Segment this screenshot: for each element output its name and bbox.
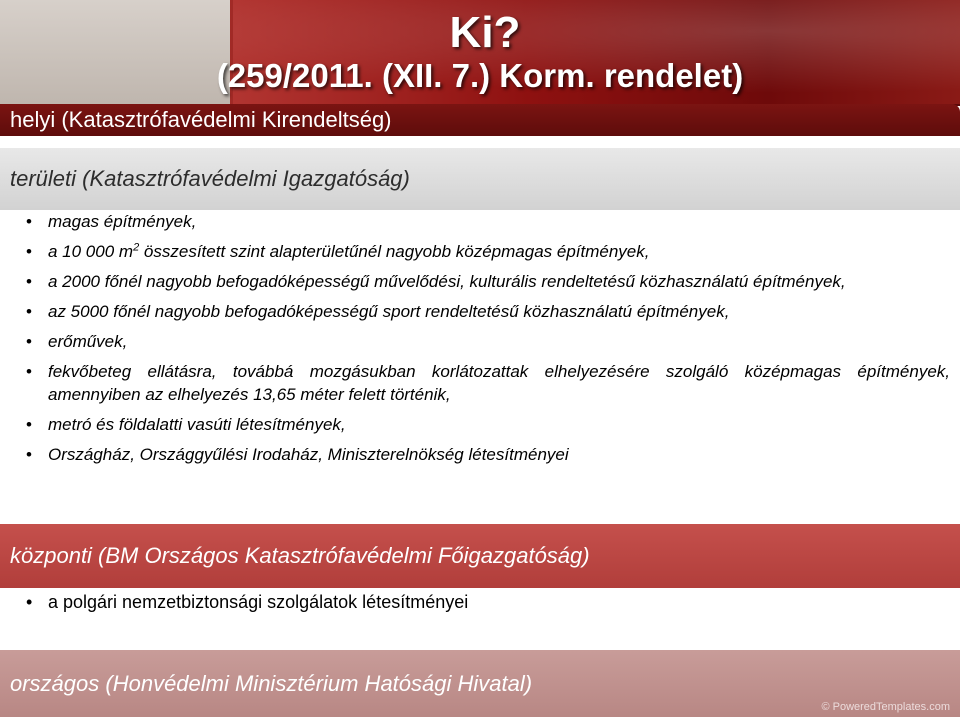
watermark: © PoweredTemplates.com bbox=[821, 701, 950, 713]
section-label-helyi: helyi (Katasztrófavédelmi Kirendeltség) bbox=[10, 107, 392, 132]
section-label-kozponti: központi (BM Országos Katasztrófavédelmi Főigazgatóság) bbox=[10, 543, 590, 568]
section-header-helyi bbox=[0, 104, 960, 136]
slide-subtitle: (259/2011. (XII. 7.) Korm. rendelet) bbox=[216, 57, 744, 94]
teruleti-item-list bbox=[24, 210, 950, 473]
section-header-kozponti bbox=[0, 524, 960, 588]
superscript: 2 bbox=[133, 241, 140, 254]
section-label-orszagos: országos (Honvédelmi Minisztérium Hatósági Hivatal) bbox=[10, 670, 533, 696]
kozponti-item-list bbox=[24, 591, 950, 621]
list-item: • a polgári nemzetbiztonsági szolgálatok létesítményei bbox=[24, 591, 950, 614]
section-header-teruleti bbox=[0, 148, 960, 210]
list-item-text: összesített szint alapterületűnél nagyobb középmagas építmények, bbox=[139, 242, 650, 261]
list-item-text: a 10 000 m bbox=[48, 242, 134, 261]
list-item: • erőművek, bbox=[24, 330, 950, 353]
list-item: • fekvőbeteg ellátásra, továbbá mozgásukban korlátozattak elhelyezésére szolgáló középmagas építmények, amennyiben az elhelyezés 13,65 méter felett történik, bbox=[24, 360, 950, 406]
list-item: • metró és földalatti vasúti létesítmények, bbox=[24, 413, 950, 436]
section-label-teruleti: területi (Katasztrófavédelmi Igazgatóság) bbox=[10, 166, 410, 191]
list-item: • Országház, Országgyűlési Irodaház, Miniszterelnökség létesítményei bbox=[24, 443, 950, 466]
title-banner bbox=[0, 0, 960, 106]
section-header-orszagos bbox=[0, 650, 960, 717]
list-item: • a 2000 főnél nagyobb befogadóképességű művelődési, kulturális rendeltetésű közhasználatú építmények, bbox=[24, 270, 950, 293]
list-item: • magas építmények, bbox=[24, 210, 950, 233]
list-item: • az 5000 főnél nagyobb befogadóképességű sport rendeltetésű közhasználatú építmények, bbox=[24, 300, 950, 323]
list-item bbox=[24, 240, 950, 263]
slide-title: Ki? bbox=[449, 8, 521, 57]
